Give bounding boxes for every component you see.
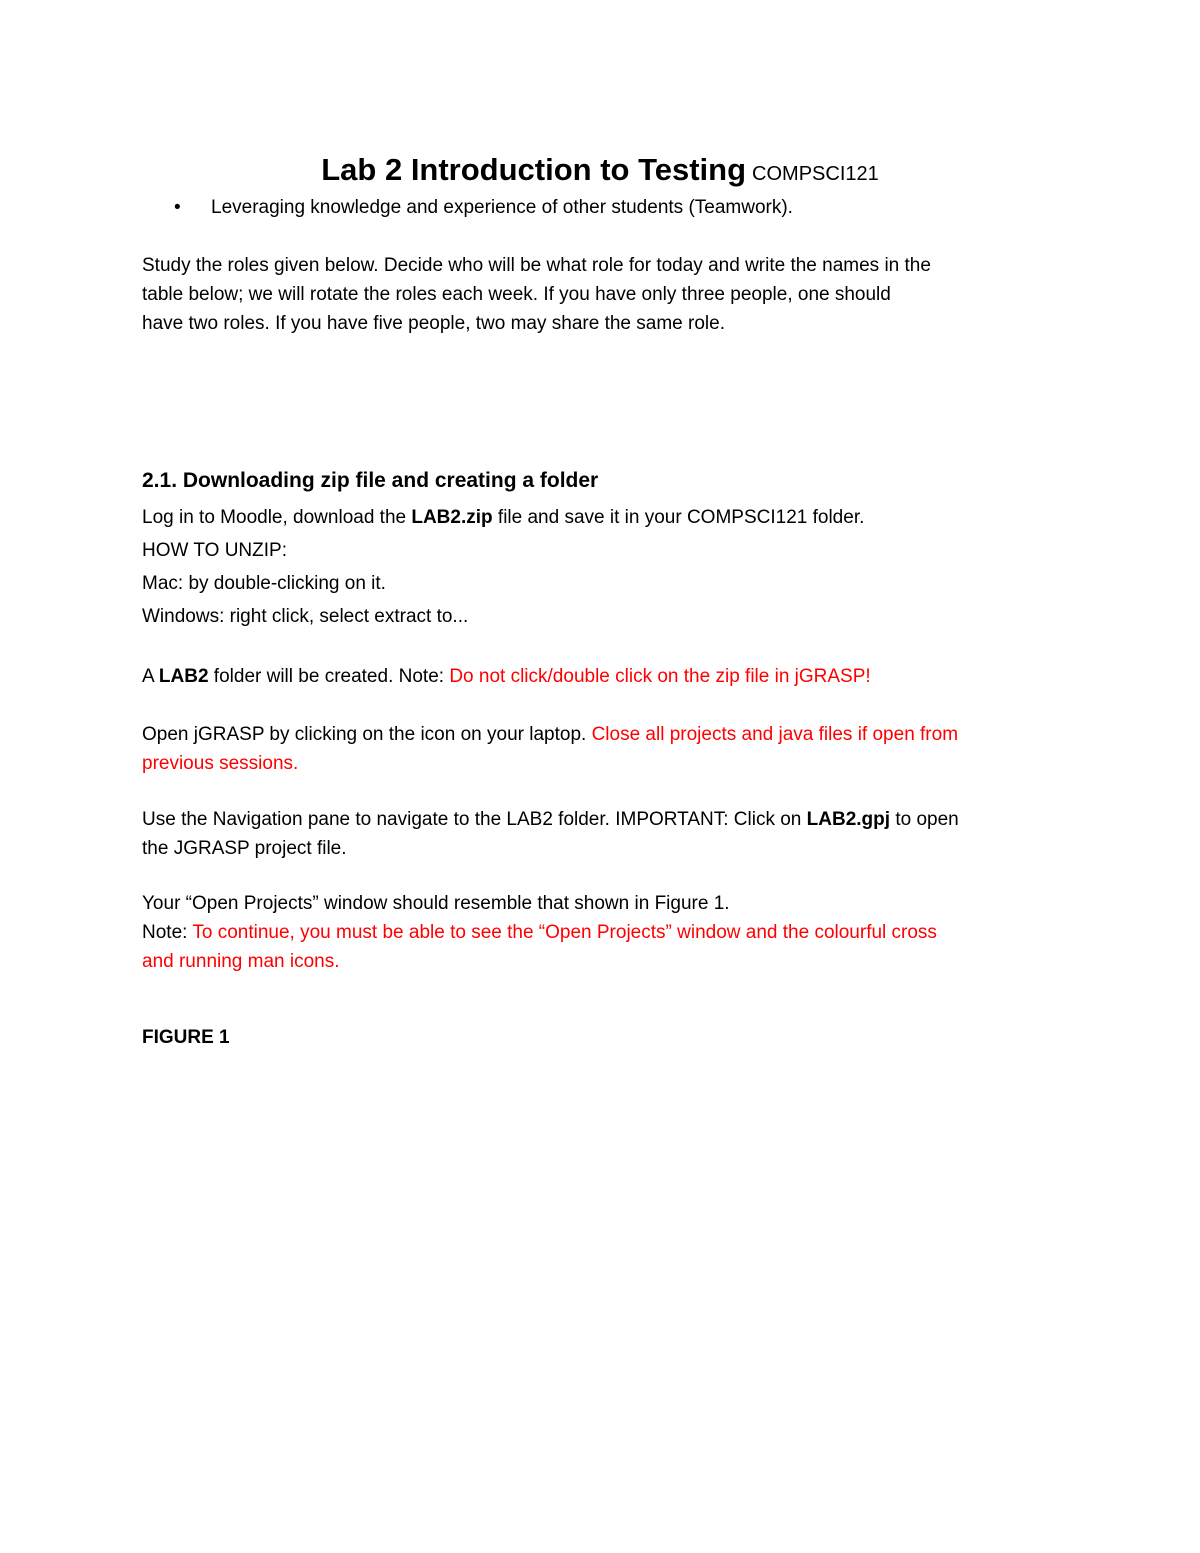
- project-file-name: LAB2.gpj: [806, 809, 891, 830]
- continue-warning-line-2: and running man icons.: [142, 951, 340, 972]
- open-jgrasp-paragraph: [142, 720, 1072, 778]
- folder-note-mid: folder will be created. Note:: [208, 666, 450, 687]
- mac-instruction: Mac: by double-clicking on it.: [142, 573, 386, 594]
- intro-line-1: Study the roles given below. Decide who will be what role for today and write the names in the: [142, 255, 931, 276]
- navigation-text-post: to open: [890, 809, 959, 830]
- intro-line-2: table below; we will rotate the roles each week. If you have only three people, one should: [142, 284, 891, 305]
- login-instruction: [142, 507, 864, 529]
- title-text: Lab 2 Introduction to Testing: [321, 152, 747, 187]
- open-jgrasp-text: Open jGRASP by clicking on the icon on your laptop.: [142, 724, 592, 745]
- folder-name: LAB2: [158, 666, 209, 687]
- figure-label: FIGURE 1: [142, 1027, 230, 1048]
- close-projects-warning: Close all projects and java files if open from: [591, 724, 959, 745]
- zip-file-name: LAB2.zip: [411, 507, 493, 528]
- navigation-line-1: [142, 805, 1072, 834]
- close-projects-warning-line-2: previous sessions.: [142, 753, 299, 774]
- folder-note: [142, 666, 871, 688]
- open-jgrasp-line-1: [142, 720, 1072, 749]
- open-projects-line-2: [142, 918, 1072, 947]
- document-title: [0, 152, 1200, 188]
- note-label: Note:: [142, 922, 193, 943]
- unzip-heading: HOW TO UNZIP:: [142, 540, 287, 561]
- intro-line-3: have two roles. If you have five people, two may share the same role.: [142, 313, 725, 334]
- course-code: COMPSCI121: [752, 163, 879, 185]
- windows-instruction: Windows: right click, select extract to...: [142, 606, 469, 627]
- folder-note-pre: A: [142, 666, 159, 687]
- zip-warning: Do not click/double click on the zip file in jGRASP!: [449, 666, 871, 687]
- intro-paragraph: [142, 251, 1072, 338]
- navigation-paragraph: [142, 805, 1072, 863]
- continue-warning: To continue, you must be able to see the “Open Projects” window and the colourful cross: [192, 922, 937, 943]
- login-text-post: file and save it in your COMPSCI121 folder.: [492, 507, 865, 528]
- navigation-line-2: the JGRASP project file.: [142, 838, 347, 859]
- section-heading: 2.1. Downloading zip file and creating a folder: [142, 469, 599, 492]
- bullet-icon: •: [174, 197, 181, 218]
- login-text-pre: Log in to Moodle, download the: [142, 507, 412, 528]
- open-projects-paragraph: [142, 889, 1072, 976]
- bullet-text: Leveraging knowledge and experience of other students (Teamwork).: [211, 197, 793, 218]
- navigation-text-pre: Use the Navigation pane to navigate to the LAB2 folder. IMPORTANT: Click on: [142, 809, 807, 830]
- open-projects-line-1: Your “Open Projects” window should resemble that shown in Figure 1.: [142, 893, 730, 914]
